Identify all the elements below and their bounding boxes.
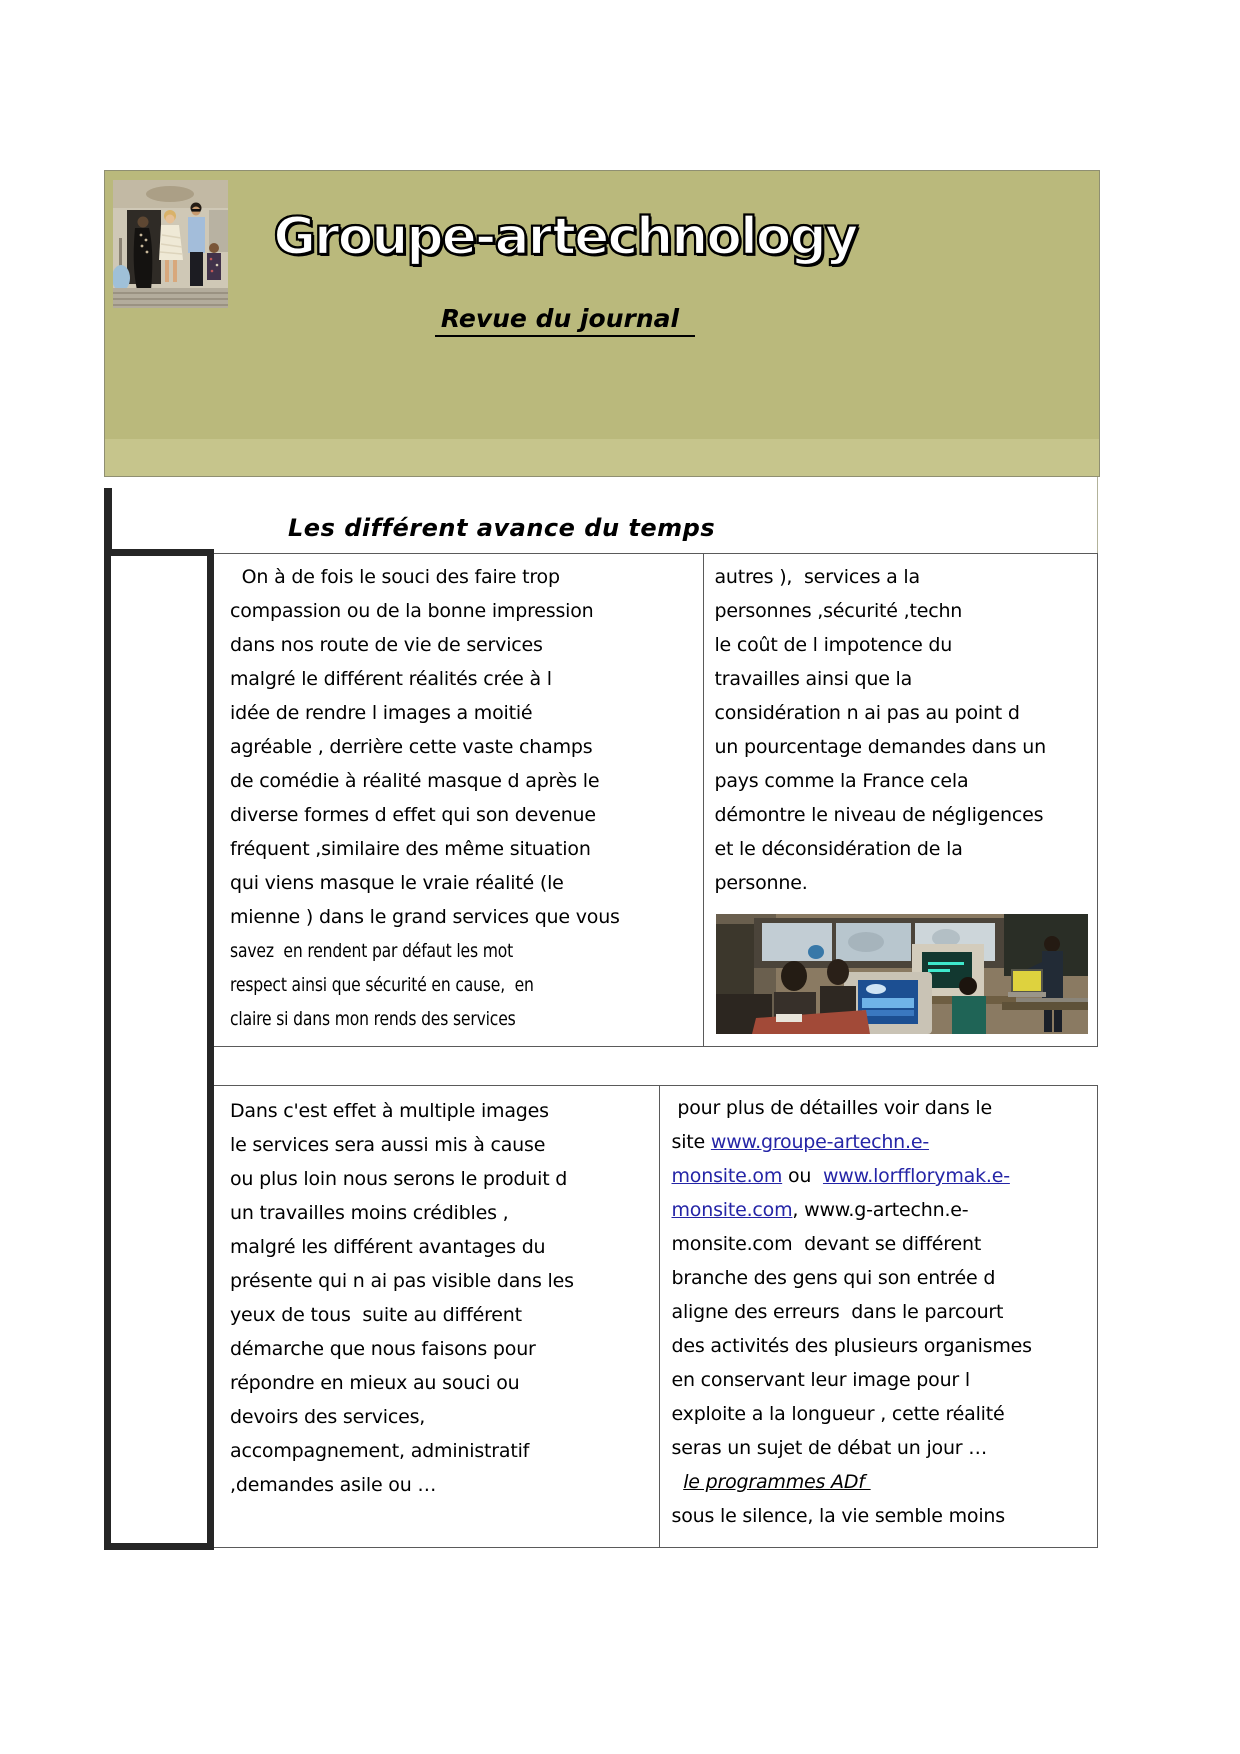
text-segment: branche des gens qui son entrée d	[671, 1267, 996, 1289]
text-line	[672, 1397, 1098, 1431]
header-right-edge-line	[1097, 477, 1098, 554]
decorative-left-bar	[104, 488, 112, 550]
article2-right-column	[660, 1086, 1098, 1547]
text-line: compassion ou de la bonne impression	[230, 600, 594, 622]
text-line: répondre en mieux au souci ou	[230, 1372, 520, 1394]
external-link[interactable]: www.lorfflorymak.e-	[822, 1165, 1010, 1187]
text-line: malgré les différent avantages du	[230, 1236, 546, 1258]
article1-left-text	[230, 560, 701, 934]
text-line: mienne ) dans le grand services que vous	[230, 906, 620, 928]
text-segment: ou	[782, 1165, 823, 1187]
text-line: qui viens masque le vraie réalité (le	[230, 872, 564, 894]
article1-right-text	[714, 560, 1097, 900]
text-line: respect ainsi que sécurité en cause, en	[230, 974, 534, 996]
article-table-2	[214, 1085, 1098, 1548]
newsletter-subtitle: Revue du journal	[385, 304, 745, 337]
article2-left-text	[230, 1094, 657, 1502]
text-line: autres ), services a la	[714, 566, 920, 588]
text-line: Dans c'est effet à multiple images	[230, 1100, 549, 1122]
text-line: présente qui n ai pas visible dans les	[230, 1270, 574, 1292]
text-line: démontre le niveau de négligences	[714, 804, 1044, 826]
text-line: pays comme la France cela	[714, 770, 969, 792]
text-line: savez en rendent par défaut les mot	[230, 940, 514, 962]
text-line: un pourcentage demandes dans un	[714, 736, 1046, 758]
text-line	[672, 1431, 1098, 1465]
external-link[interactable]: monsite.om	[671, 1165, 783, 1187]
text-line	[672, 1499, 1098, 1533]
text-segment: le programmes ADf	[683, 1471, 871, 1493]
text-line: de comédie à réalité masque d après le	[230, 770, 600, 792]
text-segment: , www.g-artechn.e-	[792, 1199, 969, 1221]
article1-left-column	[214, 554, 704, 1046]
text-segment: monsite.com devant se différent	[671, 1233, 982, 1255]
text-segment	[672, 1471, 684, 1493]
text-segment: des activités des plusieurs organismes	[671, 1335, 1032, 1357]
text-line	[672, 1125, 1098, 1159]
article2-right-text	[672, 1091, 1098, 1533]
article2-left-column	[214, 1086, 660, 1547]
text-line: et le déconsidération de la	[714, 838, 963, 860]
text-segment: exploite a la longueur , cette réalité	[671, 1403, 1005, 1425]
classroom-photo	[716, 914, 1088, 1034]
article-table-1	[214, 553, 1098, 1047]
text-segment: seras un sujet de débat un jour …	[671, 1437, 988, 1459]
text-line: ,demandes asile ou …	[230, 1474, 437, 1496]
text-line	[672, 1227, 1098, 1261]
section-title: Les différent avance du temps	[288, 514, 716, 542]
external-link[interactable]: www.groupe-artechn.e-	[710, 1131, 930, 1153]
header-photo	[113, 180, 228, 308]
article1-right-column	[704, 554, 1097, 1046]
text-line	[672, 1261, 1098, 1295]
external-link[interactable]: monsite.com	[671, 1199, 793, 1221]
text-line	[672, 1295, 1098, 1329]
text-line: yeux de tous suite au différent	[230, 1304, 522, 1326]
text-line: devoirs des services,	[230, 1406, 426, 1428]
text-line: personne.	[714, 872, 808, 894]
text-line: claire si dans mon rends des services	[230, 1008, 516, 1030]
text-line: considération n ai pas au point d	[714, 702, 1020, 724]
text-line: le services sera aussi mis à cause	[230, 1134, 546, 1156]
text-segment: sous le silence, la vie semble moins	[671, 1505, 1005, 1527]
newsletter-title: Groupe-artechnology	[273, 207, 857, 267]
text-line	[672, 1465, 1098, 1499]
text-line	[672, 1159, 1098, 1193]
text-line: accompagnement, administratif	[230, 1440, 530, 1462]
text-segment: pour plus de détailles voir dans le	[671, 1097, 992, 1119]
article1-left-text-condensed	[230, 934, 701, 1036]
text-segment: site	[671, 1131, 711, 1153]
text-line	[672, 1329, 1098, 1363]
text-line: dans nos route de vie de services	[230, 634, 543, 656]
text-line: malgré le différent réalités crée à l	[230, 668, 552, 690]
text-line: personnes ,sécurité ,techn	[714, 600, 963, 622]
text-line: idée de rendre l images a moitié	[230, 702, 533, 724]
text-line	[672, 1091, 1098, 1125]
text-line: agréable , derrière cette vaste champs	[230, 736, 593, 758]
text-line: fréquent ,similaire des même situation	[230, 838, 591, 860]
header-banner	[104, 170, 1100, 477]
text-segment: en conservant leur image pour l	[671, 1369, 970, 1391]
text-line: un travailles moins crédibles ,	[230, 1202, 509, 1224]
text-segment: aligne des erreurs dans le parcourt	[671, 1301, 1004, 1323]
header-light-strip	[105, 439, 1099, 476]
text-line: On à de fois le souci des faire trop	[230, 566, 560, 588]
text-line	[672, 1193, 1098, 1227]
text-line: travailles ainsi que la	[714, 668, 913, 690]
text-line: le coût de l impotence du	[714, 634, 953, 656]
decorative-left-box	[104, 549, 214, 1550]
text-line	[672, 1363, 1098, 1397]
text-line: diverse formes d effet qui son devenue	[230, 804, 596, 826]
text-line: ou plus loin nous serons le produit d	[230, 1168, 568, 1190]
text-line: démarche que nous faisons pour	[230, 1338, 536, 1360]
